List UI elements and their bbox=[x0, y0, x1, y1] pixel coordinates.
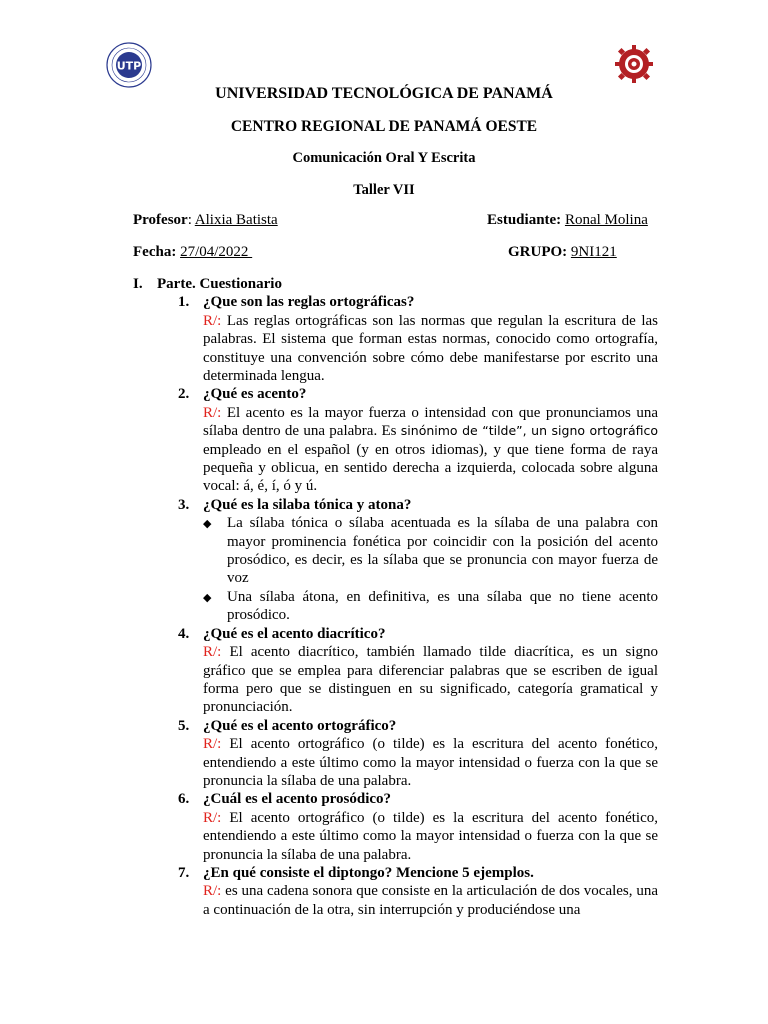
question-item bbox=[133, 385, 658, 495]
answer-prefix: R/: bbox=[203, 404, 222, 421]
regional-center-title: CENTRO REGIONAL DE PANAMÁ OESTE bbox=[230, 118, 538, 135]
gear-emblem-logo bbox=[614, 44, 654, 84]
student-line bbox=[487, 212, 648, 229]
question-number: 6. bbox=[178, 791, 190, 808]
answer-body: empleado en el español (y en otros idiomas), y que tiene forma de raya pequeña y oblicua, en sentido derecha a izquierda, colocada sobre alguna vocal: á, é, í, ó y ú. bbox=[203, 441, 658, 495]
question-item bbox=[133, 864, 658, 919]
diamond-bullet-icon: ◆ bbox=[203, 591, 212, 604]
group-label: GRUPO: bbox=[508, 244, 568, 260]
answer-body: El acento ortográfico (o tilde) es la escritura del acento fonético, entendiendo a este último como la mayor intensidad o fuerza con la que se pronuncia la sílaba de una palabra. bbox=[203, 809, 658, 863]
answer-text bbox=[203, 312, 658, 386]
answer-body: Las reglas ortográficas son las normas que regulan la escritura de las palabras. El sistema que forman estas normas, conocido como ortografía, constituye una convención sobre cómo debe manifestarse por escrito una determinada lengua. bbox=[203, 312, 658, 385]
question-number: 7. bbox=[178, 864, 190, 881]
part-heading bbox=[133, 275, 658, 293]
answer-text bbox=[203, 643, 658, 717]
utp-logo bbox=[106, 42, 152, 88]
answer-text bbox=[203, 809, 658, 864]
student-name: Ronal Molina bbox=[564, 212, 648, 228]
question-text: ¿Qué es el acento ortográfico? bbox=[203, 717, 397, 734]
answer-body: El acento diacrítico, también llamado tilde diacrítica, es un signo gráfico que se emplea para diferenciar palabras que se escriben de igual forma pero que se distinguen en su significado, categoría gramatical y pronunciación. bbox=[203, 644, 658, 716]
bullet-item bbox=[203, 514, 658, 588]
answer-text bbox=[203, 882, 658, 919]
answer-text bbox=[203, 404, 658, 496]
professor-line: Profesor: Alixia Batista bbox=[133, 212, 278, 228]
question-text: ¿Qué es la silaba tónica y atona? bbox=[203, 496, 412, 513]
group-value: 9NI121 bbox=[570, 244, 617, 260]
answer-body: El acento ortográfico (o tilde) es la escritura del acento fonético, entendiendo a este último como la mayor intensidad o fuerza con la que se pronuncia la sílaba de una palabra. bbox=[203, 736, 658, 789]
question-text: ¿Qué es acento? bbox=[203, 386, 307, 403]
professor-label: Profesor bbox=[133, 212, 188, 228]
utp-logo-text: UTP bbox=[116, 59, 142, 73]
answer-prefix: R/: bbox=[203, 736, 222, 753]
question-text: ¿Qué es el acento diacrítico? bbox=[203, 625, 386, 642]
date-label: Fecha: bbox=[133, 244, 177, 260]
question-text: ¿En qué consiste el diptongo? Mencione 5 ejemplos. bbox=[203, 864, 534, 881]
answer-prefix: R/: bbox=[203, 312, 222, 329]
question-item bbox=[133, 293, 658, 385]
question-text: ¿Cuál es el acento prosódico? bbox=[203, 791, 392, 808]
answer-prefix: R/: bbox=[203, 644, 222, 661]
question-item bbox=[133, 625, 658, 717]
date-value: 27/04/2022 bbox=[180, 244, 253, 260]
university-title: UNIVERSIDAD TECNOLÓGICA DE PANAMÁ bbox=[215, 85, 553, 102]
diamond-bullet-icon: ◆ bbox=[203, 518, 212, 531]
part-title: Parte. Cuestionario bbox=[157, 276, 282, 292]
part-number: I. bbox=[133, 276, 143, 292]
bullet-item bbox=[203, 588, 658, 625]
course-title: Comunicación Oral Y Escrita bbox=[292, 150, 476, 166]
answer-prefix: R/: bbox=[203, 809, 222, 826]
bullet-text: Una sílaba átona, en definitiva, es una sílaba que no tiene acento prosódico. bbox=[227, 588, 658, 624]
bullet-list bbox=[203, 514, 658, 624]
question-text: ¿Que son las reglas ortográficas? bbox=[203, 294, 415, 311]
question-item bbox=[133, 496, 658, 625]
question-item bbox=[133, 790, 658, 864]
answer-prefix: R/: bbox=[203, 883, 222, 900]
question-number: 1. bbox=[178, 294, 190, 311]
question-number: 4. bbox=[178, 625, 190, 642]
answer-body: El acento es la mayor fuerza o intensidad con que pronunciamos una sílaba dentro de una palabra. Es bbox=[203, 404, 658, 440]
workshop-title: Taller VII bbox=[353, 182, 415, 198]
bullet-text: La sílaba tónica o sílaba acentuada es la sílaba de una palabra con mayor prominencia fonética por coincidir con la posición del acento prosódico, es decir, es la sílaba que se pronuncia con mayor fuerza de voz bbox=[227, 515, 658, 587]
answer-body-sans: sinónimo de “tilde”, un signo ortográfico bbox=[400, 423, 658, 439]
question-number: 3. bbox=[178, 496, 190, 513]
answer-body: es una cadena sonora que consiste en la articulación de dos vocales, una a continuación de la otra, sin interrupción y produciéndose una bbox=[203, 883, 658, 918]
question-number: 5. bbox=[178, 717, 190, 734]
question-number: 2. bbox=[178, 386, 190, 403]
professor-name: Alixia Batista bbox=[194, 212, 278, 228]
date-line bbox=[133, 244, 252, 261]
group-line bbox=[508, 244, 617, 261]
questionnaire bbox=[133, 275, 658, 919]
answer-text bbox=[203, 735, 658, 790]
question-item bbox=[133, 717, 658, 791]
student-label: Estudiante: bbox=[487, 212, 562, 228]
